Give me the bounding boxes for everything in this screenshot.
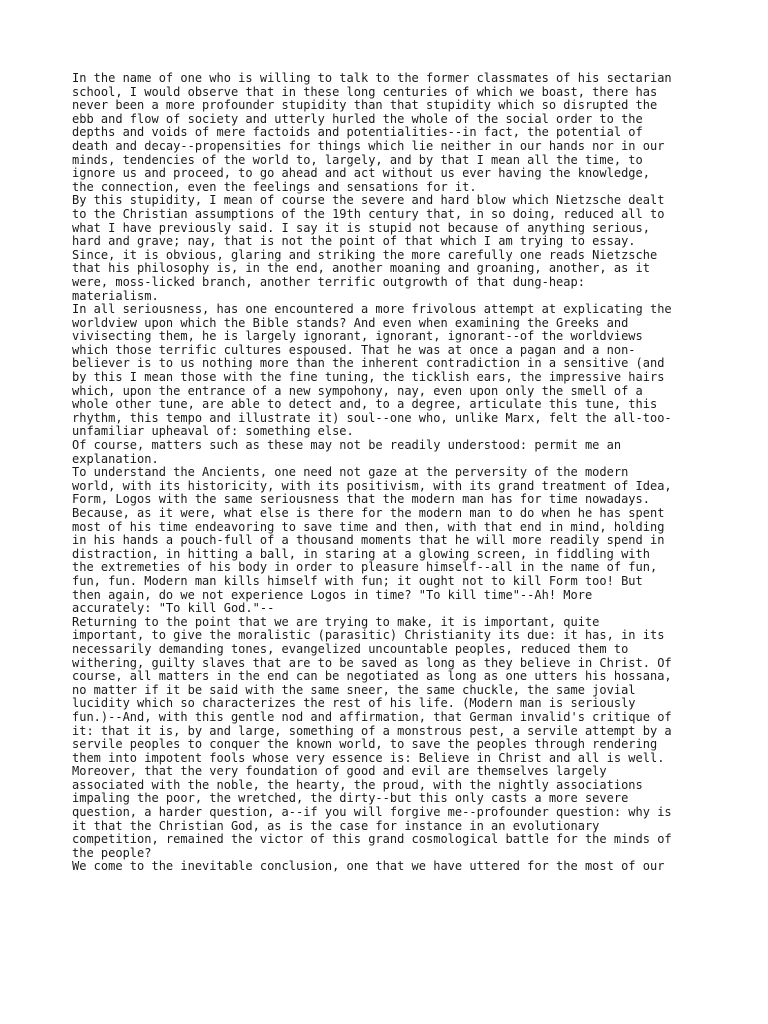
text-line: Since, it is obvious, glaring and striking the more carefully one reads Nietzsche [72,247,658,262]
text-line: minds, tendencies of the world to, largely, and by that I mean all the time, to [72,152,643,167]
text-line: important, to give the moralistic (parasitic) Christianity its due: it has, in its [72,628,665,643]
text-line: materialism. [72,288,159,303]
text-line: question, a harder question, a--if you will forgive me--profounder question: why is [72,805,672,820]
text-line: world, with its historicity, with its positivism, with its grand treatment of Idea, [72,478,672,493]
text-line: rhythm, this tempo and illustrate it) soul--one who, unlike Marx, felt the all-too- [72,410,672,425]
text-line: school, I would observe that in these long centuries of which we boast, there has [72,84,658,99]
text-line: were, moss-licked branch, another terrific outgrowth of that dung-heap: [72,274,585,289]
text-line: Because, as it were, what else is there for the modern man to do when he has spent [72,506,665,520]
text-line: to the Christian assumptions of the 19th century that, in so doing, reduced all to [72,206,665,221]
text-line: it that the Christian God, as is the case for instance in an evolutionary [72,818,600,833]
text-line: vivisecting them, he is largely ignorant, ignorant, ignorant--of the worldviews [72,329,643,344]
text-line: whole other tune, are able to detect and, to a degree, articulate this tune, this [72,397,658,412]
text-line: the people? [72,845,152,860]
text-line: By this stupidity, I mean of course the severe and hard blow which Nietzsche dealt [72,193,665,208]
text-line: competition, remained the victor of this grand cosmological battle for the minds of [72,832,672,847]
text-line: withering, guilty slaves that are to be saved as long as they believe in Christ. Of [72,655,672,670]
text-line: believer is to us nothing more than the inherent contradiction in a sensitive (and [72,356,665,371]
text-line: the extremeties of his body in order to pleasure himself--all in the name of fun, [72,560,658,575]
text-line: fun.)--And, with this gentle nod and affirmation, that German invalid's critique of [72,709,672,724]
text-line: them into impotent fools whose very essence is: Believe in Christ and all is well. [72,750,665,765]
text-line: fun, fun. Modern man kills himself with fun; it ought not to kill Form too! But [72,573,643,588]
text-line: hard and grave; nay, that is not the point of that which I am trying to essay. [72,234,636,249]
text-line: depths and voids of mere factoids and potentialities--in fact, the potential of [72,125,643,140]
text-line: servile peoples to conquer the known world, to save the peoples through rendering [72,737,658,752]
text-line: lucidity which so characterizes the rest of his life. (Modern man is seriously [72,696,636,711]
text-line: what I have previously said. I say it is stupid not because of anything serious, [72,220,650,235]
text-line: never been a more profounder stupidity than that stupidity which so disrupted the [72,98,658,113]
text-line: then again, do we not experience Logos in time? "To kill time"--Ah! More [72,587,593,602]
text-line: no matter if it be said with the same sneer, the same chuckle, the same jovial [72,682,636,697]
text-line: Form, Logos with the same seriousness that the modern man has for time nowadays. [72,492,650,507]
text-line: that his philosophy is, in the end, another moaning and groaning, another, as it [72,261,650,276]
text-line: In the name of one who is willing to talk to the former classmates of his sectarian [72,71,672,85]
text-line: distraction, in hitting a ball, in staring at a glowing screen, in fiddling with [72,546,650,561]
text-line: Of course, matters such as these may not be readily understood: permit me an [72,438,622,453]
text-line: in his hands a pouch-full of a thousand moments that he will more readily spend in [72,533,665,548]
text-line: explanation. [72,451,159,466]
text-line: death and decay--propensities for things which lie neither in our hands nor in our [72,138,665,153]
text-line: accurately: "To kill God."-- [72,601,275,616]
text-line: the connection, even the feelings and sensations for it. [72,179,477,194]
text-line: In all seriousness, has one encountered a more frivolous attempt at explicating the [72,302,672,317]
text-line: To understand the Ancients, one need not gaze at the perversity of the modern [72,465,629,480]
text-line: course, all matters in the end can be negotiated as long as one utters his hossana, [72,669,672,684]
text-line: it: that it is, by and large, something of a monstrous pest, a servile attempt by a [72,723,672,738]
text-line: We come to the inevitable conclusion, one that we have uttered for the most of our [72,859,665,874]
text-line: ignore us and proceed, to go ahead and act without us ever having the knowledge, [72,166,650,181]
text-line: unfamiliar upheaval of: something else. [72,424,354,439]
text-line: ebb and flow of society and utterly hurled the whole of the social order to the [72,111,643,126]
text-line: worldview upon which the Bible stands? And even when examining the Greeks and [72,315,629,330]
text-line: Returning to the point that we are trying to make, it is important, quite [72,614,600,629]
document-body [72,72,712,874]
text-line: most of his time endeavoring to save time and then, with that end in mind, holding [72,519,665,534]
text-line: which those terrific cultures espoused. That he was at once a pagan and a non- [72,342,636,357]
text-line: by this I mean those with the fine tuning, the ticklish ears, the impressive hairs [72,370,665,385]
text-line: Moreover, that the very foundation of good and evil are themselves largely [72,764,607,779]
text-line: impaling the poor, the wretched, the dirty--but this only casts a more severe [72,791,629,806]
text-line: associated with the noble, the hearty, the proud, with the nightly associations [72,777,643,792]
text-line: necessarily demanding tones, evangelized uncountable peoples, reduced them to [72,641,629,656]
text-line: which, upon the entrance of a new sympohony, nay, even upon only the smell of a [72,383,643,398]
